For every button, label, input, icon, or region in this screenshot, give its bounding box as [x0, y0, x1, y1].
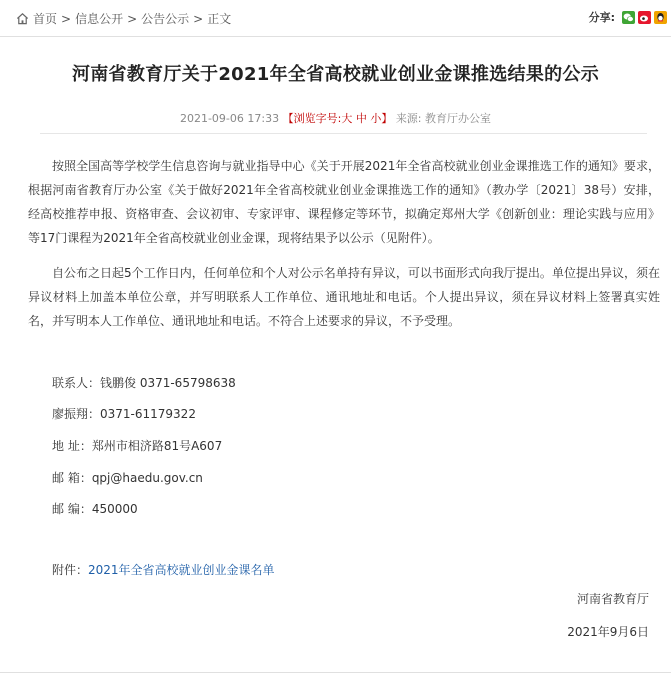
share-label: 分享:: [588, 11, 615, 24]
font-size-medium-button[interactable]: 中: [355, 112, 367, 125]
breadcrumb-info-public-link[interactable]: 信息公开: [75, 12, 124, 26]
wechat-icon[interactable]: [622, 11, 635, 24]
share-bar: [589, 9, 667, 25]
font-size-small-button[interactable]: 小: [370, 112, 382, 125]
top-bar: [0, 0, 671, 37]
contact-postcode: 邮 编：450000: [52, 502, 138, 516]
font-size-control: [283, 112, 396, 125]
breadcrumb: [16, 10, 231, 27]
breadcrumb-announcements-link[interactable]: 公告公示: [141, 12, 190, 26]
qq-icon[interactable]: [654, 11, 667, 24]
article-title: 河南省教育厅关于2021年全省高校就业创业金课推选结果的公示: [71, 64, 600, 85]
contact-phone: 廖振翔：0371-61179322: [52, 407, 196, 421]
breadcrumb-current: 正文: [207, 12, 232, 26]
contact-address: 地 址：郑州市相济路81号A607: [52, 439, 223, 453]
breadcrumb-separator: >: [193, 11, 204, 26]
paragraph-1: 按照全国高等学校学生信息咨询与就业指导中心《关于开展2021年全省高校就业创业金课推选工作的通知》要求，根据河南省教育厅办公室《关于做好2021年全省高校就业创业金课推选工作的通知》（教办学〔2021〕38号）安排，经高校推荐申报、资格审查、会议初审、专家评审、课程修定等环节，拟确定郑州大学《创新创业：理论实践与应用》等17门课程为2021年全省高校就业创业金课，现将结果予以公示（见附件）。: [28, 159, 660, 245]
meta-divider: [40, 133, 647, 134]
breadcrumb-home-link[interactable]: 首页: [33, 12, 58, 26]
publish-datetime: 2021-09-06 17:33: [179, 112, 280, 125]
contact-email: 邮 箱：qpj@haedu.gov.cn: [52, 471, 203, 485]
article-source: 来源: 教育厅办公室: [395, 112, 492, 125]
attachment-label: 附件：: [52, 563, 89, 577]
article-meta: [0, 110, 671, 126]
font-size-close: 】: [381, 112, 393, 125]
attachment: [52, 561, 275, 578]
contact-person: 联系人：钱鹏俊 0371-65798638: [52, 376, 236, 390]
article-body: [28, 154, 660, 344]
font-size-label: 【浏览字号:: [282, 112, 342, 125]
paragraph-2: 自公布之日起5个工作日内，任何单位和个人对公示名单持有异议，可以书面形式向我厅提出。单位提出异议，须在异议材料上加盖本单位公章，并写明联系人工作单位、通讯地址和电话。个人提出异议，须在异议材料上签署真实姓名，并写明本人工作单位、通讯地址和电话。不符合上述要求的异议，不予受理。: [28, 266, 660, 328]
font-size-large-button[interactable]: 大: [341, 112, 353, 125]
breadcrumb-separator: >: [61, 11, 72, 26]
breadcrumb-separator: >: [127, 11, 138, 26]
signature-date: 2021年9月6日: [567, 625, 649, 639]
home-icon[interactable]: [16, 12, 29, 25]
attachment-link[interactable]: 2021年全省高校就业创业金课名单: [88, 563, 275, 577]
weibo-icon[interactable]: [638, 11, 651, 24]
signature-org: 河南省教育厅: [576, 592, 649, 606]
